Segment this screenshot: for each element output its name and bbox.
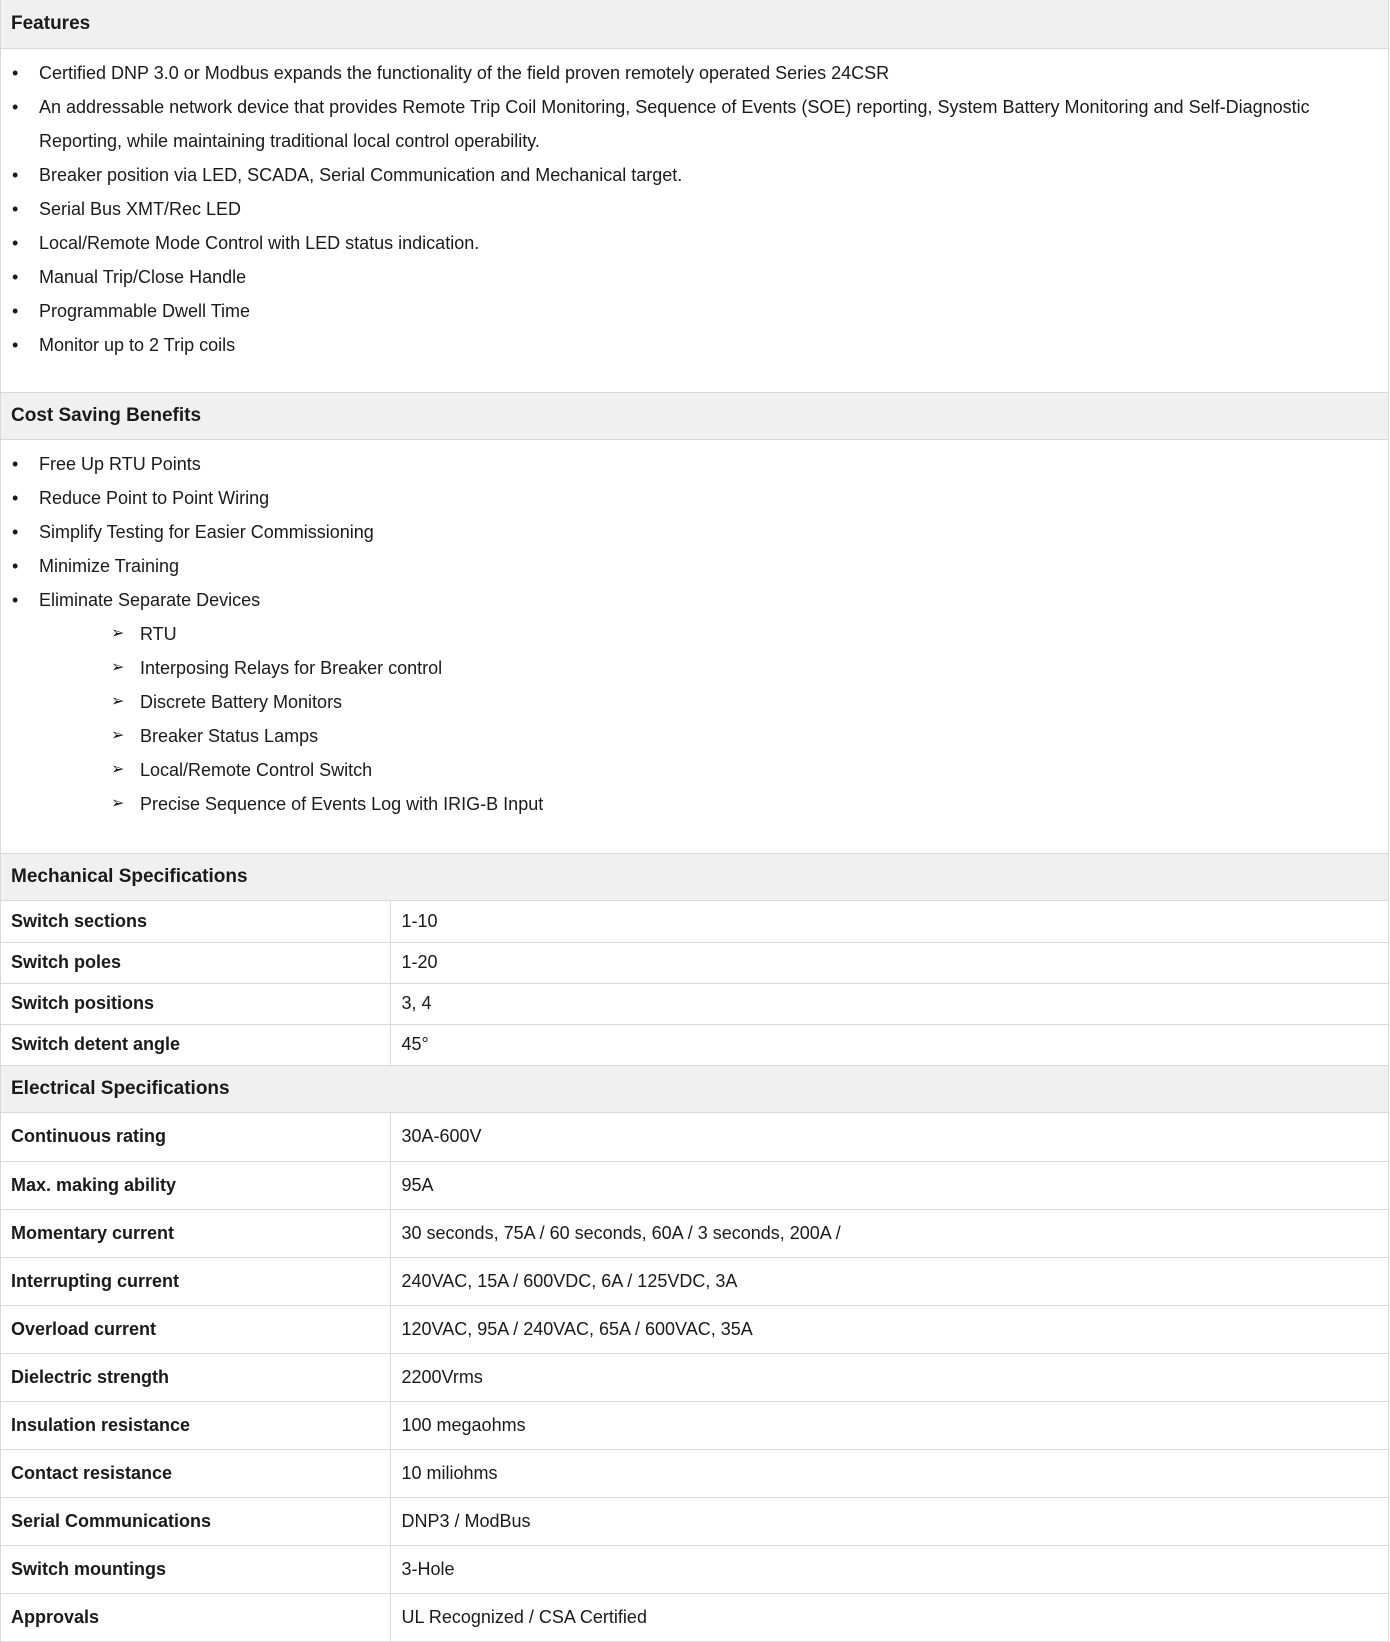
features-heading: Features — [1, 0, 1388, 49]
spec-value: UL Recognized / CSA Certified — [390, 1593, 1388, 1641]
spec-value: 3-Hole — [390, 1545, 1388, 1593]
list-item — [1, 56, 1388, 90]
mechanical-specs-table — [1, 901, 1388, 1065]
table-row — [1, 1113, 1388, 1161]
bullet-icon: • — [12, 301, 19, 321]
electrical-specs-heading: Electrical Specifications — [1, 1065, 1388, 1113]
cost-benefits-section — [1, 440, 1388, 853]
bullet-icon: • — [12, 63, 19, 83]
spec-label: Approvals — [1, 1593, 390, 1641]
cost-benefits-heading: Cost Saving Benefits — [1, 392, 1388, 440]
list-item-text: Simplify Testing for Easier Commissioning — [39, 522, 374, 542]
spec-label: Insulation resistance — [1, 1401, 390, 1449]
table-row — [1, 1161, 1388, 1209]
spec-value: 95A — [390, 1161, 1388, 1209]
list-item-text: Minimize Training — [39, 556, 180, 576]
spec-label: Dielectric strength — [1, 1353, 390, 1401]
spec-value: 240VAC, 15A / 600VDC, 6A / 125VDC, 3A — [390, 1257, 1388, 1305]
table-row — [1, 1024, 1388, 1065]
sub-list-item — [1, 651, 1388, 685]
bullet-icon: • — [12, 97, 19, 117]
eliminated-devices-list — [1, 617, 1388, 821]
list-item — [1, 583, 1388, 617]
table-row — [1, 1353, 1388, 1401]
sub-list-item-text: Precise Sequence of Events Log with IRIG-B Input — [140, 794, 544, 814]
list-item-text: An addressable network device that provides Remote Trip Coil Monitoring, Sequence of Events (SOE) reporting, System Battery Monitoring and Self-Diagnostic Reporting, while maintaining traditional local control operability. — [39, 97, 1310, 151]
spec-value: 30A-600V — [401, 1126, 482, 1147]
spec-value: 2200Vrms — [390, 1353, 1388, 1401]
arrow-bullet-icon: ➢ — [111, 761, 125, 778]
sub-list-item-text: Discrete Battery Monitors — [140, 692, 343, 712]
list-item-text: Monitor up to 2 Trip coils — [39, 335, 236, 355]
table-row — [1, 901, 1388, 942]
list-item — [1, 90, 1388, 158]
spec-value: 3, 4 — [390, 983, 1388, 1024]
spec-label: Switch poles — [1, 942, 390, 983]
mechanical-specs-heading: Mechanical Specifications — [1, 853, 1388, 901]
spec-value: 10 miliohms — [390, 1449, 1388, 1497]
bullet-icon: • — [12, 165, 19, 185]
list-item — [1, 294, 1388, 328]
list-item-text: Reduce Point to Point Wiring — [39, 488, 270, 508]
list-item — [1, 260, 1388, 294]
list-item — [1, 328, 1388, 362]
list-item — [1, 158, 1388, 192]
spec-label: Interrupting current — [1, 1257, 390, 1305]
spec-label: Overload current — [1, 1305, 390, 1353]
spec-value: 30 seconds, 75A / 60 seconds, 60A / 3 seconds, 200A / — [390, 1209, 1388, 1257]
table-row — [1, 1305, 1388, 1353]
bullet-icon: • — [12, 454, 19, 474]
spec-value: 1-20 — [390, 942, 1388, 983]
list-item — [1, 549, 1388, 583]
table-row — [1, 1401, 1388, 1449]
bullet-icon: • — [12, 199, 19, 219]
list-item — [1, 481, 1388, 515]
spec-value: 45° — [390, 1024, 1388, 1065]
spec-value: 100 megaohms — [390, 1401, 1388, 1449]
spec-value: DNP3 / ModBus — [390, 1497, 1388, 1545]
cost-benefits-list — [1, 447, 1388, 617]
spec-label: Switch detent angle — [1, 1024, 390, 1065]
bullet-icon: • — [12, 590, 19, 610]
bullet-icon: • — [12, 233, 19, 253]
arrow-bullet-icon: ➢ — [111, 795, 125, 812]
sub-list-item — [1, 719, 1388, 753]
table-row — [1, 1545, 1388, 1593]
spec-label: Switch positions — [1, 983, 390, 1024]
spec-label: Switch sections — [1, 901, 390, 942]
list-item-text: Serial Bus XMT/Rec LED — [39, 199, 242, 219]
sub-list-item — [1, 617, 1388, 651]
arrow-bullet-icon: ➢ — [111, 727, 125, 744]
bullet-icon: • — [12, 522, 19, 542]
list-item-text: Local/Remote Mode Control with LED status indication. — [39, 233, 480, 253]
list-item-text: Breaker position via LED, SCADA, Serial Communication and Mechanical target. — [39, 165, 683, 185]
table-row — [1, 1497, 1388, 1545]
sub-list-item-text: Local/Remote Control Switch — [140, 760, 373, 780]
spec-label: Max. making ability — [1, 1161, 390, 1209]
bullet-icon: • — [12, 267, 19, 287]
arrow-bullet-icon: ➢ — [111, 693, 125, 710]
list-item-text: Programmable Dwell Time — [39, 301, 251, 321]
spec-label: Momentary current — [1, 1209, 390, 1257]
sub-list-item — [1, 753, 1388, 787]
spec-label: Continuous rating — [1, 1113, 390, 1161]
list-item-text: Free Up RTU Points — [39, 454, 201, 474]
list-item-text: Certified DNP 3.0 or Modbus expands the functionality of the field proven remotely operated Series 24CSR — [39, 63, 890, 83]
electrical-specs-table — [1, 1113, 1388, 1642]
list-item-text: Manual Trip/Close Handle — [39, 267, 247, 287]
list-item — [1, 515, 1388, 549]
table-row — [1, 1209, 1388, 1257]
sub-list-item — [1, 787, 1388, 821]
bullet-icon: • — [12, 488, 19, 508]
list-item — [1, 226, 1388, 260]
table-row — [1, 1257, 1388, 1305]
bullet-icon: • — [12, 556, 19, 576]
spec-label: Switch mountings — [1, 1545, 390, 1593]
list-item-text: Eliminate Separate Devices — [39, 590, 261, 610]
list-item — [1, 447, 1388, 481]
table-row — [1, 983, 1388, 1024]
sub-list-item-text: Interposing Relays for Breaker control — [140, 658, 443, 678]
features-section — [1, 49, 1388, 392]
spec-label: Serial Communications — [1, 1497, 390, 1545]
spec-label: Contact resistance — [1, 1449, 390, 1497]
spec-value: 1-10 — [401, 910, 438, 931]
table-row — [1, 1593, 1388, 1641]
arrow-bullet-icon: ➢ — [111, 625, 125, 642]
bullet-icon: • — [12, 335, 19, 355]
sub-list-item-text: Breaker Status Lamps — [140, 726, 319, 746]
table-row — [1, 1449, 1388, 1497]
spec-value: 120VAC, 95A / 240VAC, 65A / 600VAC, 35A — [390, 1305, 1388, 1353]
table-row — [1, 942, 1388, 983]
sub-list-item-text: RTU — [140, 624, 177, 644]
features-list — [1, 56, 1388, 362]
arrow-bullet-icon: ➢ — [111, 659, 125, 676]
sub-list-item — [1, 685, 1388, 719]
list-item — [1, 192, 1388, 226]
